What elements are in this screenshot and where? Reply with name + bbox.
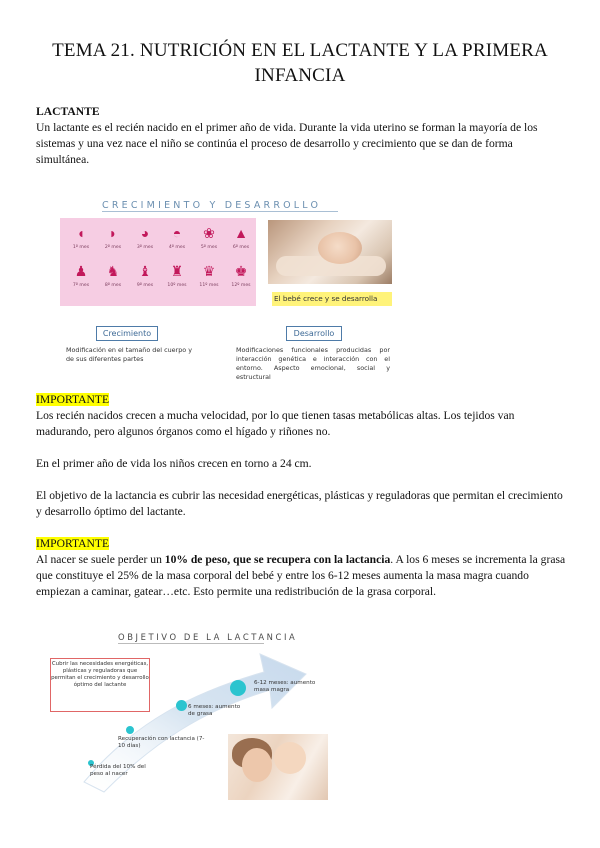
baby-milestones-panel — [60, 218, 256, 306]
important2-text-bold: 10% de peso, que se recupera con la lactancia — [164, 553, 391, 566]
milestone-month-5 — [194, 226, 224, 262]
figure2-title: OBJETIVO DE LA LACTANCIA — [118, 632, 298, 642]
development-label-box: Desarrollo — [286, 326, 342, 341]
age-label: 2º mes — [104, 245, 122, 250]
section-lactante-body: Un lactante es el recién nacido en el primer año de vida. Durante la vida uterino se forman la mayoría de los sistemas y una vez nace el niño se continúa el proceso de desarrollo y crecimiento que se dan de forma simultánea. — [36, 121, 538, 167]
baby-standing-support-icon: ♜ — [170, 265, 184, 280]
figure1-title: CRECIMIENTO Y DESARROLLO — [102, 200, 322, 211]
age-label: 8º mes — [104, 283, 122, 288]
milestone-month-4 — [162, 226, 192, 262]
important-highlight-1: IMPORTANTE — [36, 393, 110, 406]
page-title: TEMA 21. NUTRICIÓN EN EL LACTANTE Y LA PRIMERA INFANCIA — [52, 40, 548, 86]
milestone-month-12 — [226, 264, 256, 300]
important1-paragraph-2: En el primer año de vida los niños crecen en torno a 24 cm. — [36, 457, 312, 470]
age-label: 11º mes — [199, 283, 219, 288]
baby-sitting-icon: ♟ — [74, 265, 88, 280]
age-label: 10º mes — [167, 283, 187, 288]
mother-child-photo — [228, 734, 328, 800]
important1-paragraph-1: Los recién nacidos crecen a mucha velocidad, por lo que tienen tasas metabólicas altas. Los tejidos van madurando, pero algunos órganos como el hígado y riñones no. — [36, 409, 515, 439]
figure-objetivo-lactancia — [44, 632, 344, 812]
baby-reaching-icon: ❀ — [203, 227, 215, 242]
important2-text-before: Al nacer se suele perder un — [36, 553, 165, 566]
important-highlight-2: IMPORTANTE — [36, 537, 110, 550]
age-label: 7º mes — [72, 283, 90, 288]
section-heading-lactante: LACTANTE — [36, 105, 100, 118]
baby-sitting-icon: ▲ — [234, 227, 248, 242]
growth-description: Modificación en el tamaño del cuerpo y de sus diferentes partes — [66, 346, 192, 363]
age-label: 4º mes — [168, 245, 186, 250]
important-label-1 — [36, 392, 566, 408]
timeline-step-3: 6 meses: aumento de grasa — [188, 704, 241, 717]
milestone-month-1 — [66, 226, 96, 262]
age-label: 9º mes — [136, 283, 154, 288]
age-label: 6º mes — [232, 245, 250, 250]
baby-cruising-icon: ♛ — [202, 265, 216, 280]
baby-crawling-icon: ◓ — [172, 227, 182, 242]
age-label: 12º mes — [231, 283, 251, 288]
development-description: Modificaciones funcionales producidas por interacción genética e interacción con el entorno. Aspecto emocional, social y estructural — [236, 346, 390, 381]
baby-milestones-grid — [64, 224, 254, 302]
timeline-dot-2 — [126, 726, 134, 734]
age-label: 5º mes — [200, 245, 218, 250]
milestone-month-3 — [130, 226, 160, 262]
timeline-step-4: 6-12 meses: aumento masa magra — [254, 680, 316, 693]
baby-lifting-head-icon: ◗ — [108, 227, 118, 242]
baby-crawl-icon: ♞ — [106, 265, 120, 280]
photo-mother-face — [242, 748, 272, 782]
important1-paragraph-3: El objetivo de la lactancia es cubrir las necesidad energéticas, plásticas y reguladoras que permitan el crecimiento y desarrollo óptimo del lactante. — [36, 489, 563, 519]
growth-label-box: Crecimiento — [96, 326, 158, 341]
milestone-month-7 — [66, 264, 96, 300]
timeline-dot-3 — [176, 700, 187, 711]
mother-baby-photo — [268, 220, 392, 284]
milestone-month-9 — [130, 264, 160, 300]
timeline-step-2: Recuperación con lactancia (7-10 días) — [118, 736, 205, 749]
photo-baby-face — [274, 742, 306, 774]
timeline-dot-4 — [230, 680, 246, 696]
milestone-month-6 — [226, 226, 256, 262]
photo-caption: El bebé crece y se desarrolla — [272, 292, 392, 306]
baby-lying-icon: ◖ — [76, 227, 86, 242]
baby-rolling-icon: ◕ — [140, 227, 150, 242]
milestone-month-10 — [162, 264, 192, 300]
important2-text-after: . A los 6 meses se incrementa la grasa que constituye el 25% de la masa corporal del bebé y entre los 6-12 meses aumenta la masa magra cuando empiezan a caminar, gatear…etc. Esto permite una redistribución de la grasa corporal. — [36, 553, 566, 599]
milestone-month-8 — [98, 264, 128, 300]
milestone-month-2 — [98, 226, 128, 262]
timeline-step-1: Pérdida del 10% del peso al nacer — [90, 764, 146, 777]
figure1-title-underline — [102, 211, 338, 212]
milestone-month-11 — [194, 264, 224, 300]
photo-baby-shape — [318, 232, 362, 264]
lactation-objective-box: Cubrir las necesidades energéticas, plásticas y reguladoras que permitan el crecimiento y desarrollo óptimo del lactante — [50, 658, 150, 712]
figure-crecimiento-desarrollo — [60, 196, 396, 386]
important-label-2 — [36, 536, 566, 552]
age-label: 3º mes — [136, 245, 154, 250]
important2-paragraph — [36, 552, 566, 601]
baby-kneeling-icon: ♝ — [138, 265, 152, 280]
age-label: 1º mes — [72, 245, 90, 250]
baby-walking-icon: ♚ — [234, 265, 248, 280]
